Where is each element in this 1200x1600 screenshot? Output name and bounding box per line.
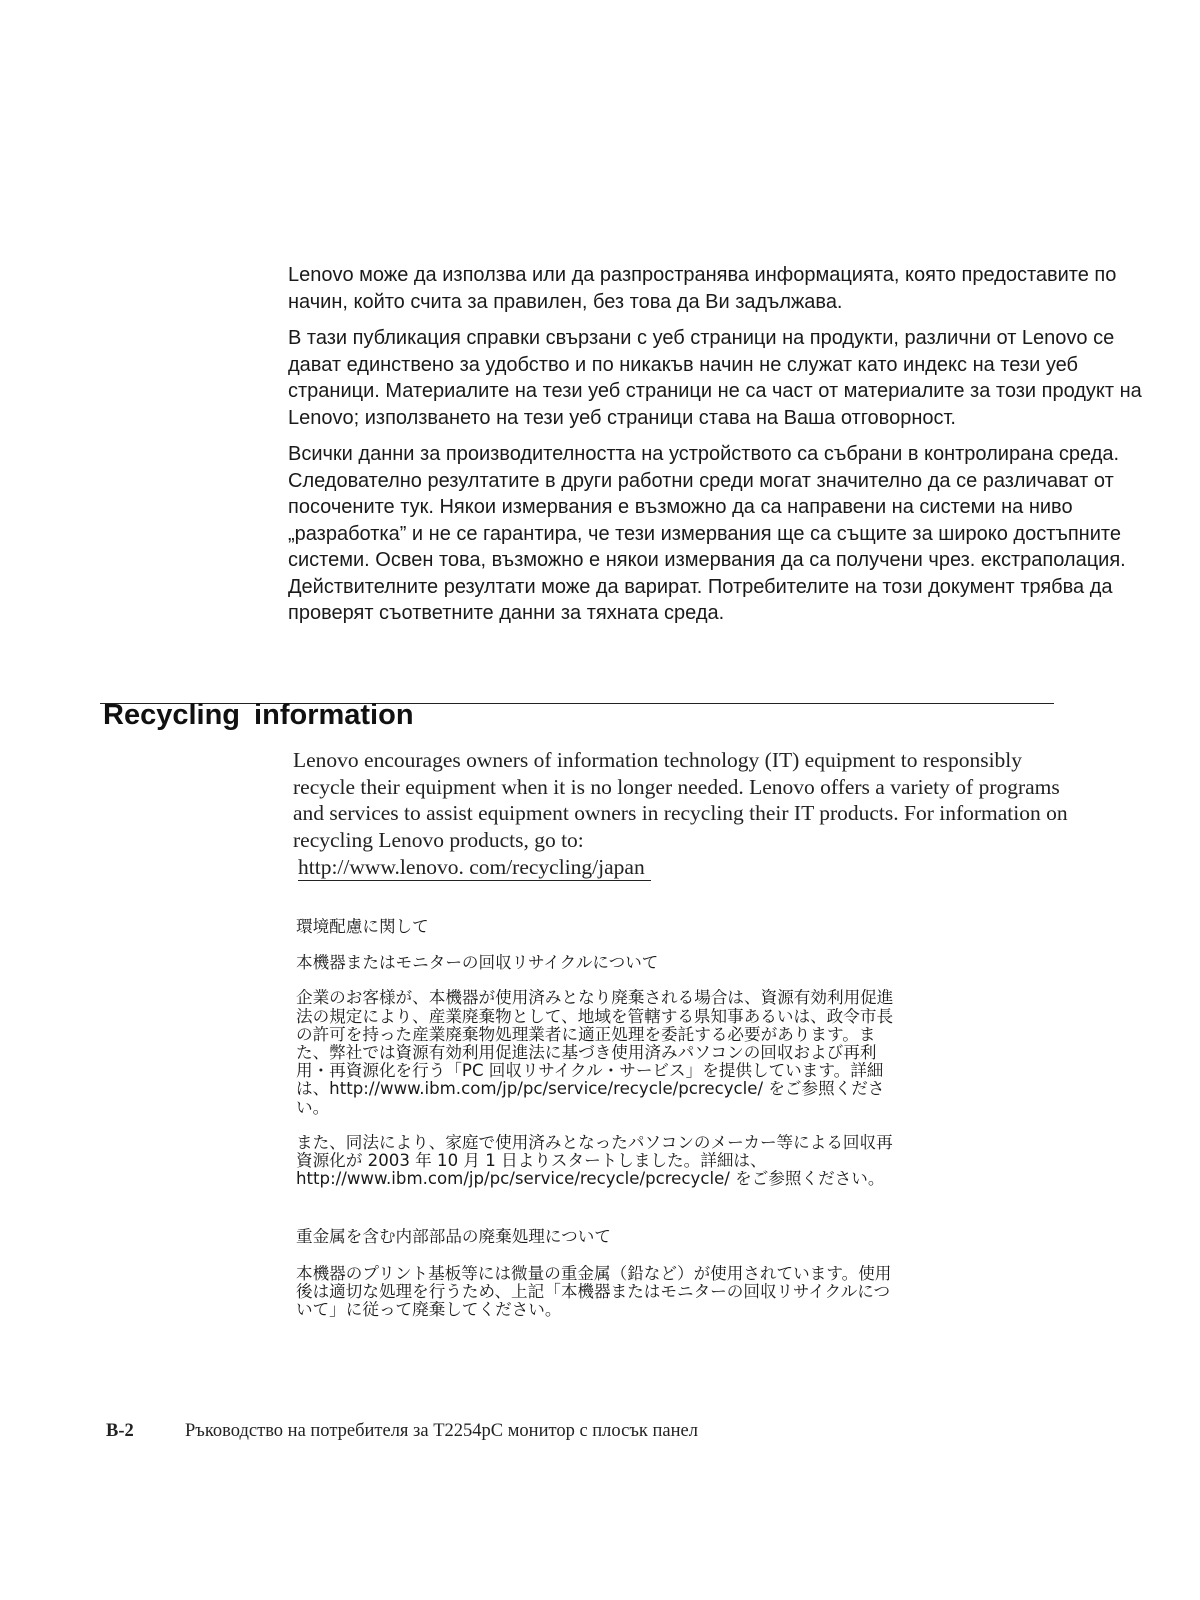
jp-heading-environment: 環境配慮に関して	[296, 917, 429, 936]
section-title: Recycling information	[103, 699, 414, 731]
jp-heading-collection: 本機器またはモニターの回収リサイクルについて	[296, 953, 659, 973]
bulgarian-notice-block	[288, 262, 1168, 637]
recycling-link[interactable]: http://www.lenovo. com/recycling/japan	[298, 854, 651, 881]
notice-paragraph: Lenovo може да използва или да разпространява информацията, която предоставите по начин, който счита за правилен, без това да Ви задължава.	[288, 264, 1117, 313]
recycling-paragraph: Lenovo encourages owners of information technology (IT) equipment to responsibly recycle their equipment when it is no longer needed. Lenovo offers a variety of programs and services to assist equipment owners in recycling their IT products. For information on recycling Lenovo products, go to:	[293, 748, 1068, 852]
jp-paragraph: また、同法により、家庭で使用済みとなったパソコンのメーカー等による回収再資源化が 2003 年 10 月 1 日よりスタートしました。詳細は、http://www.ibm.com/jp/pc/service/recycle/pcrecycle/ をご参照ください。	[296, 1132, 893, 1189]
page-number: B-2	[106, 1421, 134, 1441]
page-footer	[106, 1421, 698, 1442]
footer-title: Ръководство на потребителя за T2254pC монитор с плосък панел	[185, 1421, 698, 1441]
jp-paragraph: 企業のお客様が、本機器が使用済みとなり廃棄される場合は、資源有効利用促進法の規定により、産業廃棄物として、地域を管轄する県知事あるいは、政令市長の許可を持った産業廃棄物処理業者に適正処理を委託する必要があります。また、弊社では資源有効利用促進法に基づき使用済みパソコンの回収および再利用・再資源化を行う「PC 回収リサイクル・サービス」を提供しています。詳細は、http://www.ibm.com/jp/pc/service/recycle/pcrecycle/ をご参照ください。	[296, 988, 894, 1117]
jp-heading-heavy-metals: 重金属を含む内部部品の廃棄処理について	[296, 1227, 611, 1247]
japanese-recycling-block	[296, 918, 906, 1319]
recycling-info-block	[293, 747, 1073, 881]
jp-paragraph: 本機器のプリント基板等には微量の重金属（鉛など）が使用されています。使用後は適切な処理を行うため、上記「本機器またはモニターの回収リサイクルについて」に従って廃棄してください。	[296, 1263, 892, 1320]
notice-paragraph: В тази публикация справки свързани с уеб страници на продукти, различни от Lenovo се дават единствено за удобство и по никакъв начин не служат като индекс на тези уеб страници. Материалите на тези уеб страници не са част от материалите за този продукт на Lenovo; използването на тези уеб страници става на Ваша отговорност.	[288, 327, 1142, 429]
notice-paragraph: Всички данни за производителността на устройството са събрани в контролирана среда. Следователно резултатите в други работни среди могат значително да се различават от посочените тук. Някои измервания е възможно да са направени на системи на ниво „разработка” и не се гарантира, че тези измервания ще са същите за широко достъпните системи. Освен това, възможно е някои измервания да са получени чрез. екстраполация. Действителните резултати може да варират. Потребителите на този документ трябва да проверят съответните данни за тяхната среда.	[288, 443, 1126, 624]
